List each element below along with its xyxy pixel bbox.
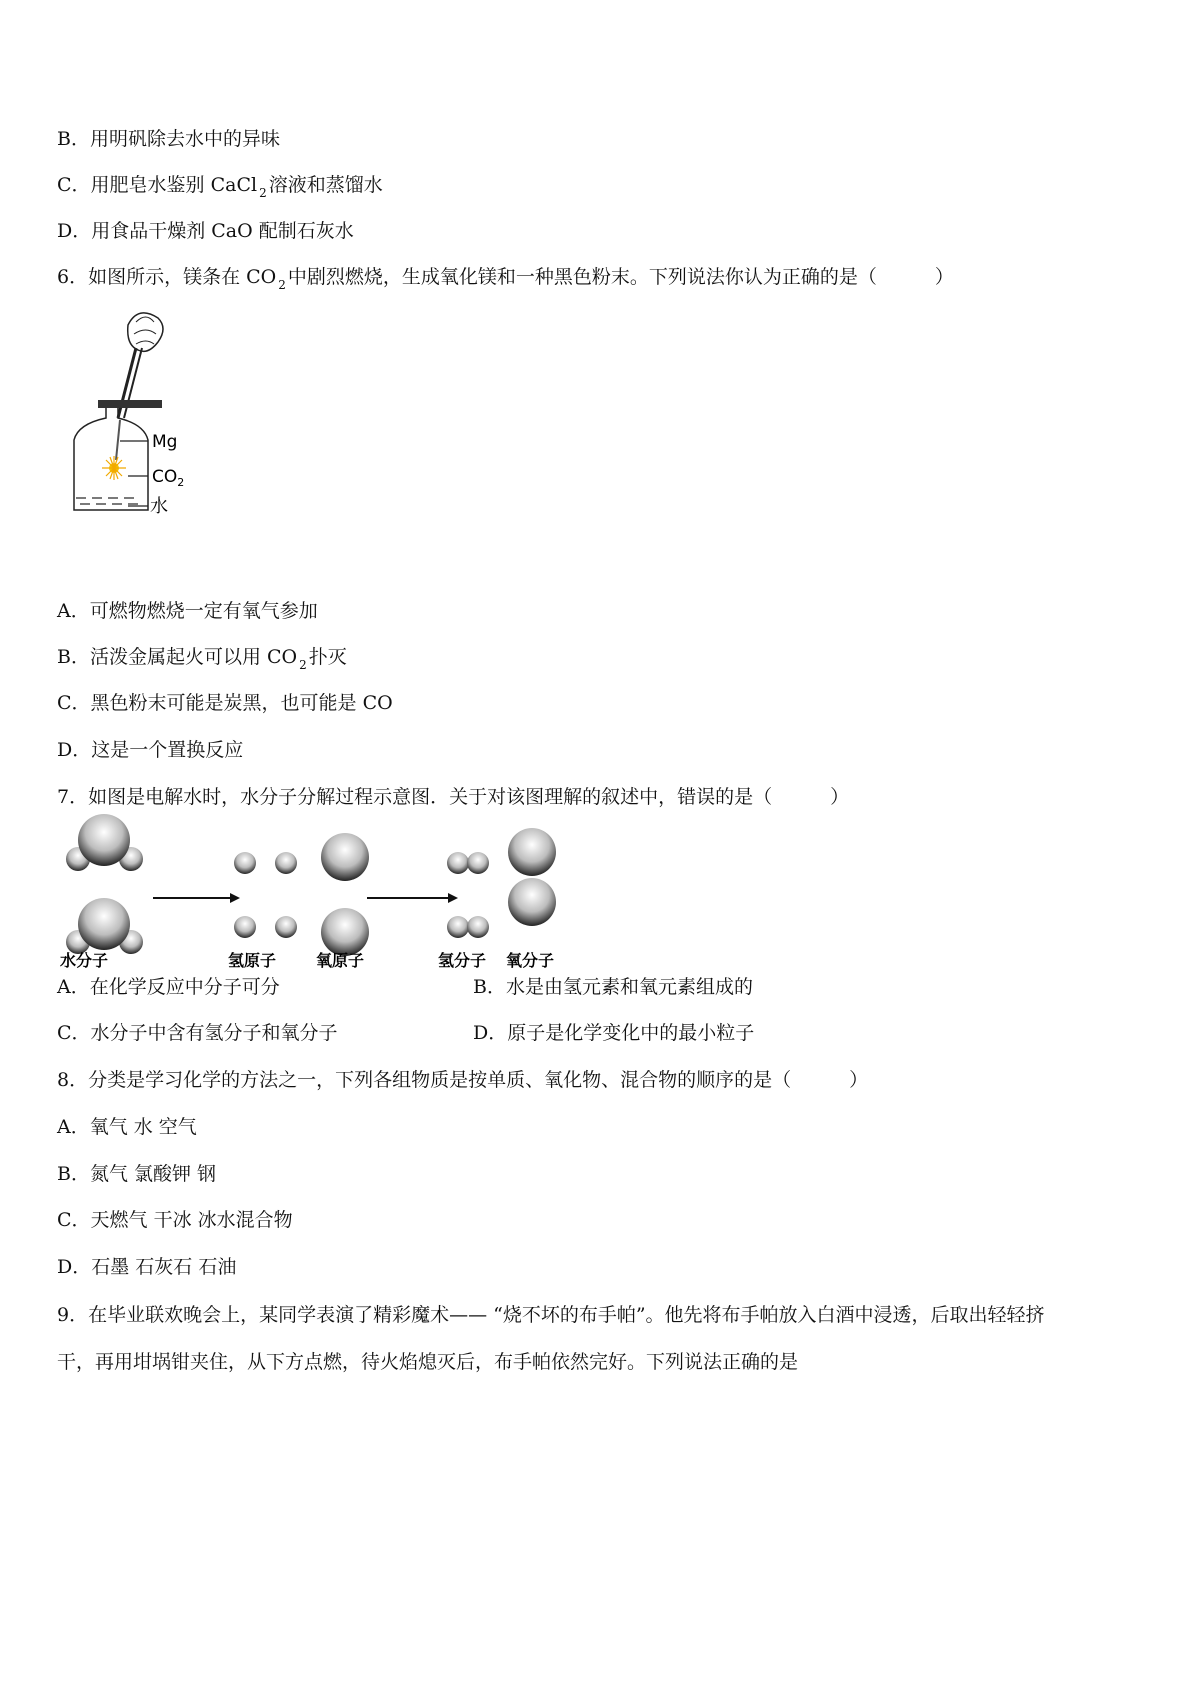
q6-stem bbox=[57, 264, 954, 292]
mg-combustion-figure bbox=[68, 300, 218, 550]
q6-option-a: A．可燃物燃烧一定有氧气参加 bbox=[57, 600, 318, 622]
q6-stem-text: 6．如图所示，镁条在 CO bbox=[57, 266, 277, 288]
label-water: 水 bbox=[150, 496, 168, 517]
q8-option-d: D．石墨 石灰石 石油 bbox=[57, 1256, 237, 1278]
q6-option-b-text-end: 扑灭 bbox=[308, 646, 347, 668]
q5-option-c-text: C．用肥皂水鉴别 CaCl bbox=[57, 174, 258, 196]
label-h-molecule: 氢分子 bbox=[438, 951, 487, 970]
q8-option-b: B．氮气 氯酸钾 钢 bbox=[57, 1163, 217, 1185]
q6-stem-text-end: 中剧烈燃烧，生成氧化镁和一种黑色粉末。下列说法你认为正确的是（ bbox=[287, 266, 877, 288]
water-molecule-bottom bbox=[66, 898, 143, 954]
label-water-molecule: 水分子 bbox=[60, 951, 109, 970]
closing-paren: ） bbox=[830, 786, 850, 808]
q9-stem-line2: 干，再用坩埚钳夹住，从下方点燃，待火焰熄灭后，布手帕依然完好。下列说法正确的是 bbox=[57, 1351, 799, 1373]
q5-option-c-text-end: 溶液和蒸馏水 bbox=[268, 174, 383, 196]
closing-paren: ） bbox=[849, 1069, 869, 1091]
water-layer bbox=[76, 498, 138, 504]
electrolysis-diagram bbox=[58, 812, 598, 970]
hand-shape bbox=[128, 313, 163, 352]
subscript: 2 bbox=[299, 658, 307, 672]
q8-option-c: C．天燃气 干冰 冰水混合物 bbox=[57, 1209, 293, 1231]
q7-option-b: B．水是由氢元素和氧元素组成的 bbox=[473, 976, 753, 998]
q7-stem-text: 7．如图是电解水时，水分子分解过程示意图．关于对该图理解的叙述中，错误的是（ bbox=[57, 786, 773, 808]
q5-option-c bbox=[57, 172, 383, 200]
q8-option-a: A．氧气 水 空气 bbox=[57, 1116, 197, 1138]
bottle-stopper bbox=[98, 400, 162, 408]
label-h-atom: 氢原子 bbox=[228, 951, 277, 970]
hydrogen-atoms bbox=[234, 852, 297, 938]
q7-option-d: D．原子是化学变化中的最小粒子 bbox=[473, 1022, 755, 1044]
q8-stem-text: 8．分类是学习化学的方法之一，下列各组物质是按单质、氧化物、混合物的顺序的是（ bbox=[57, 1069, 792, 1091]
water-molecule-top bbox=[66, 814, 143, 871]
q6-option-d: D．这是一个置换反应 bbox=[57, 739, 244, 761]
closing-paren: ） bbox=[934, 266, 954, 288]
q9-stem-line1: 9．在毕业联欢晚会上，某同学表演了精彩魔术—— “烧不坏的布手帕”。他先将布手帕放入白酒中浸透，后取出轻轻挤 bbox=[57, 1304, 1045, 1326]
q5-option-d: D．用食品干燥剂 CaO 配制石灰水 bbox=[57, 220, 354, 242]
q6-option-c: C．黑色粉末可能是炭黑，也可能是 CO bbox=[57, 692, 393, 714]
mg-ribbon bbox=[116, 420, 120, 460]
subscript: 2 bbox=[278, 278, 286, 292]
q7-option-c: C．水分子中含有氢分子和氧分子 bbox=[57, 1022, 338, 1044]
oxygen-molecule bbox=[508, 828, 556, 926]
q7-stem bbox=[57, 784, 849, 810]
subscript: 2 bbox=[259, 186, 267, 200]
label-mg: Mg bbox=[152, 432, 178, 452]
arrow-icon bbox=[367, 893, 458, 903]
q7-option-a: A．在化学反应中分子可分 bbox=[57, 976, 280, 998]
hydrogen-molecules bbox=[447, 852, 489, 938]
q6-option-b bbox=[57, 644, 347, 672]
label-co2: $CO_2$ bbox=[152, 467, 185, 489]
label-o-molecule: 氧分子 bbox=[506, 951, 555, 970]
q6-option-b-text: B．活泼金属起火可以用 CO bbox=[57, 646, 298, 668]
arrow-icon bbox=[153, 893, 240, 903]
flame-icon bbox=[102, 456, 126, 480]
oxygen-atoms bbox=[321, 833, 369, 956]
q5-option-b: B．用明矾除去水中的异味 bbox=[57, 128, 280, 150]
label-o-atom: 氧原子 bbox=[316, 951, 365, 970]
q8-stem bbox=[57, 1067, 868, 1093]
